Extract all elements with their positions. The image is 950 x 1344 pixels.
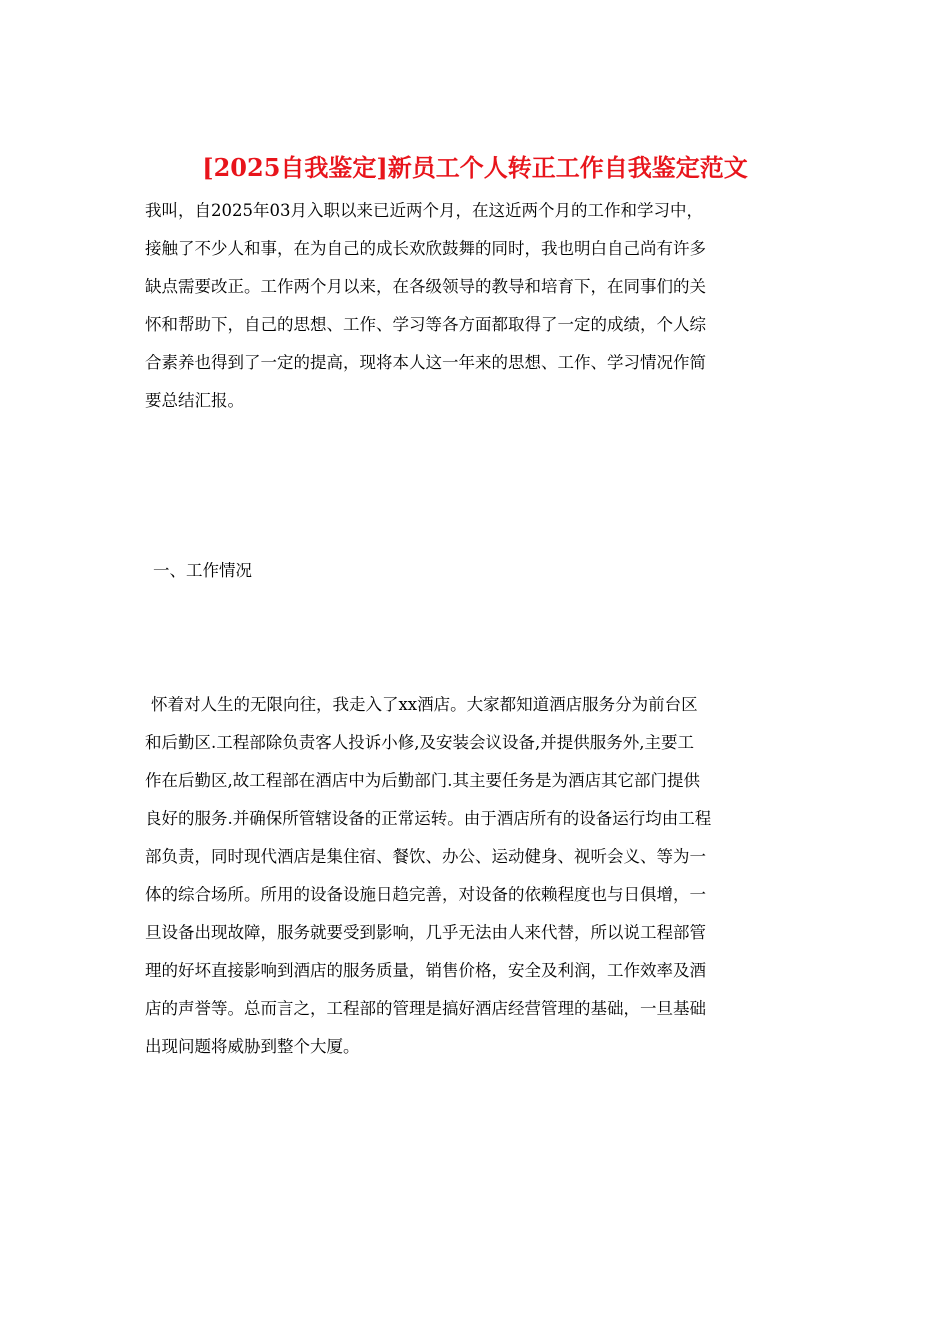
intro-line: 合素养也得到了一定的提高，现将本人这一年来的思想、工作、学习情况作简 <box>145 353 706 372</box>
section-heading <box>153 552 818 590</box>
body-paragraph <box>145 686 810 1066</box>
intro-paragraph <box>145 192 810 420</box>
intro-line: 怀和帮助下，自己的思想、工作、学习等各方面都取得了一定的成绩，个人综 <box>145 315 706 334</box>
body-line: 理的好坏直接影响到酒店的服务质量，销售价格，安全及利润，工作效率及酒 <box>145 961 706 980</box>
intro-line: 我叫，自2025年03月入职以来已近两个月，在这近两个月的工作和学习中， <box>145 201 703 220</box>
body-line: 旦设备出现故障，服务就要受到影响，几乎无法由人来代替，所以说工程部管 <box>145 923 706 942</box>
body-line: 部负责，同时现代酒店是集住宿、餐饮、办公、运动健身、视听会义、等为一 <box>145 847 706 866</box>
document-title: [2025自我鉴定]新员工个人转正工作自我鉴定范文 <box>202 153 748 182</box>
section-heading-text: 一、工作情况 <box>153 561 252 580</box>
body-line: 良好的服务.并确保所管辖设备的正常运转。由于酒店所有的设备运行均由工程 <box>145 809 712 828</box>
body-line: 作在后勤区,故工程部在酒店中为后勤部门.其主要任务是为酒店其它部门提供 <box>145 771 700 790</box>
body-line: 和后勤区.工程部除负责客人投诉小修,及安装会议设备,并提供服务外,主要工 <box>145 733 694 752</box>
intro-line: 要总结汇报。 <box>145 391 244 410</box>
body-line: 体的综合场所。所用的设备设施日趋完善，对设备的依赖程度也与日俱增，一 <box>145 885 706 904</box>
intro-line: 接触了不少人和事，在为自己的成长欢欣鼓舞的同时，我也明白自己尚有许多 <box>145 239 706 258</box>
body-line: 店的声誉等。总而言之，工程部的管理是搞好酒店经营管理的基础，一旦基础 <box>145 999 706 1018</box>
body-line: 怀着对人生的无限向往，我走入了xx酒店。大家都知道酒店服务分为前台区 <box>151 695 698 714</box>
body-line: 出现问题将威胁到整个大厦。 <box>145 1037 360 1056</box>
intro-line: 缺点需要改正。工作两个月以来，在各级领导的教导和培育下，在同事们的关 <box>145 277 706 296</box>
